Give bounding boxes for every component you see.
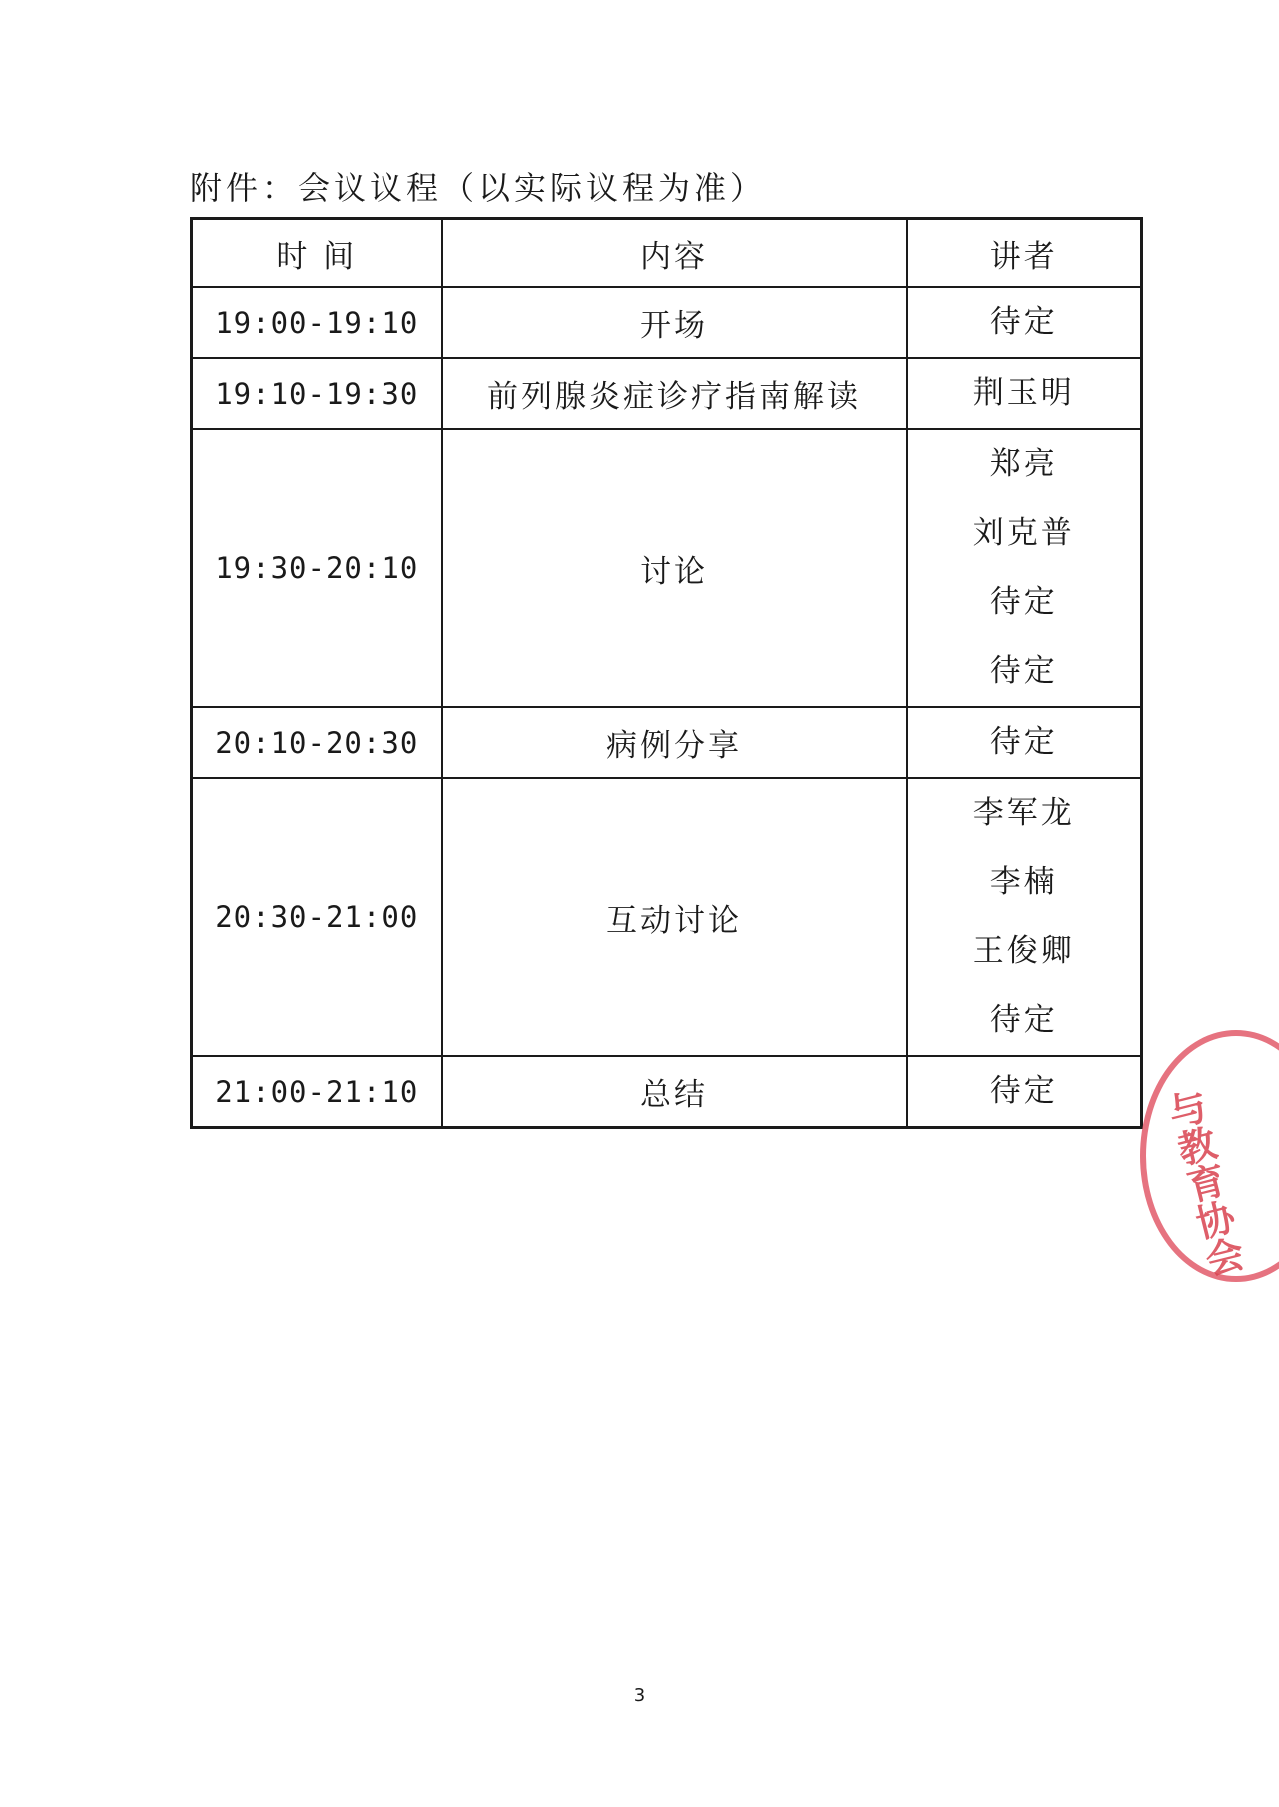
row-time: 19:00-19:10 xyxy=(192,287,442,358)
row-speakers xyxy=(907,1056,1142,1128)
row-speakers xyxy=(907,707,1142,778)
speaker-name: 李楠 xyxy=(989,864,1058,900)
table-header-row xyxy=(192,219,1142,288)
table-row xyxy=(192,707,1142,778)
row-time: 19:30-20:10 xyxy=(192,429,442,707)
speaker-name: 刘克普 xyxy=(972,515,1075,551)
speaker-name: 待定 xyxy=(989,1002,1058,1038)
row-time: 21:00-21:10 xyxy=(192,1056,442,1128)
speaker-name: 待定 xyxy=(989,653,1058,689)
header-content: 内容 xyxy=(442,219,907,288)
official-seal-text: 与教育协会 xyxy=(1158,1085,1249,1281)
table-row xyxy=(192,287,1142,358)
row-time: 20:30-21:00 xyxy=(192,778,442,1056)
speaker-name: 郑亮 xyxy=(989,446,1058,482)
speaker-name: 荆玉明 xyxy=(972,375,1075,411)
row-speakers xyxy=(907,287,1142,358)
table-row xyxy=(192,1056,1142,1128)
header-speaker: 讲者 xyxy=(907,219,1142,288)
row-speakers xyxy=(907,429,1142,707)
table-row xyxy=(192,778,1142,1056)
page-number: 3 xyxy=(633,1685,646,1706)
row-time: 19:10-19:30 xyxy=(192,358,442,429)
row-time: 20:10-20:30 xyxy=(192,707,442,778)
row-content: 总结 xyxy=(442,1056,907,1128)
table-row xyxy=(192,358,1142,429)
row-content: 互动讨论 xyxy=(442,778,907,1056)
row-content: 开场 xyxy=(442,287,907,358)
row-content: 病例分享 xyxy=(442,707,907,778)
speaker-name: 李军龙 xyxy=(972,795,1075,831)
header-time: 时 间 xyxy=(192,219,442,288)
speaker-name: 待定 xyxy=(989,1073,1058,1109)
row-content: 前列腺炎症诊疗指南解读 xyxy=(442,358,907,429)
speaker-name: 待定 xyxy=(989,724,1058,760)
row-speakers xyxy=(907,358,1142,429)
speaker-name: 王俊卿 xyxy=(972,933,1075,969)
row-content: 讨论 xyxy=(442,429,907,707)
table-row xyxy=(192,429,1142,707)
document-heading: 附件：会议议程（以实际议程为准） xyxy=(190,169,767,207)
speaker-name: 待定 xyxy=(989,304,1058,340)
agenda-table xyxy=(190,217,1143,1129)
speaker-name: 待定 xyxy=(989,584,1058,620)
row-speakers xyxy=(907,778,1142,1056)
